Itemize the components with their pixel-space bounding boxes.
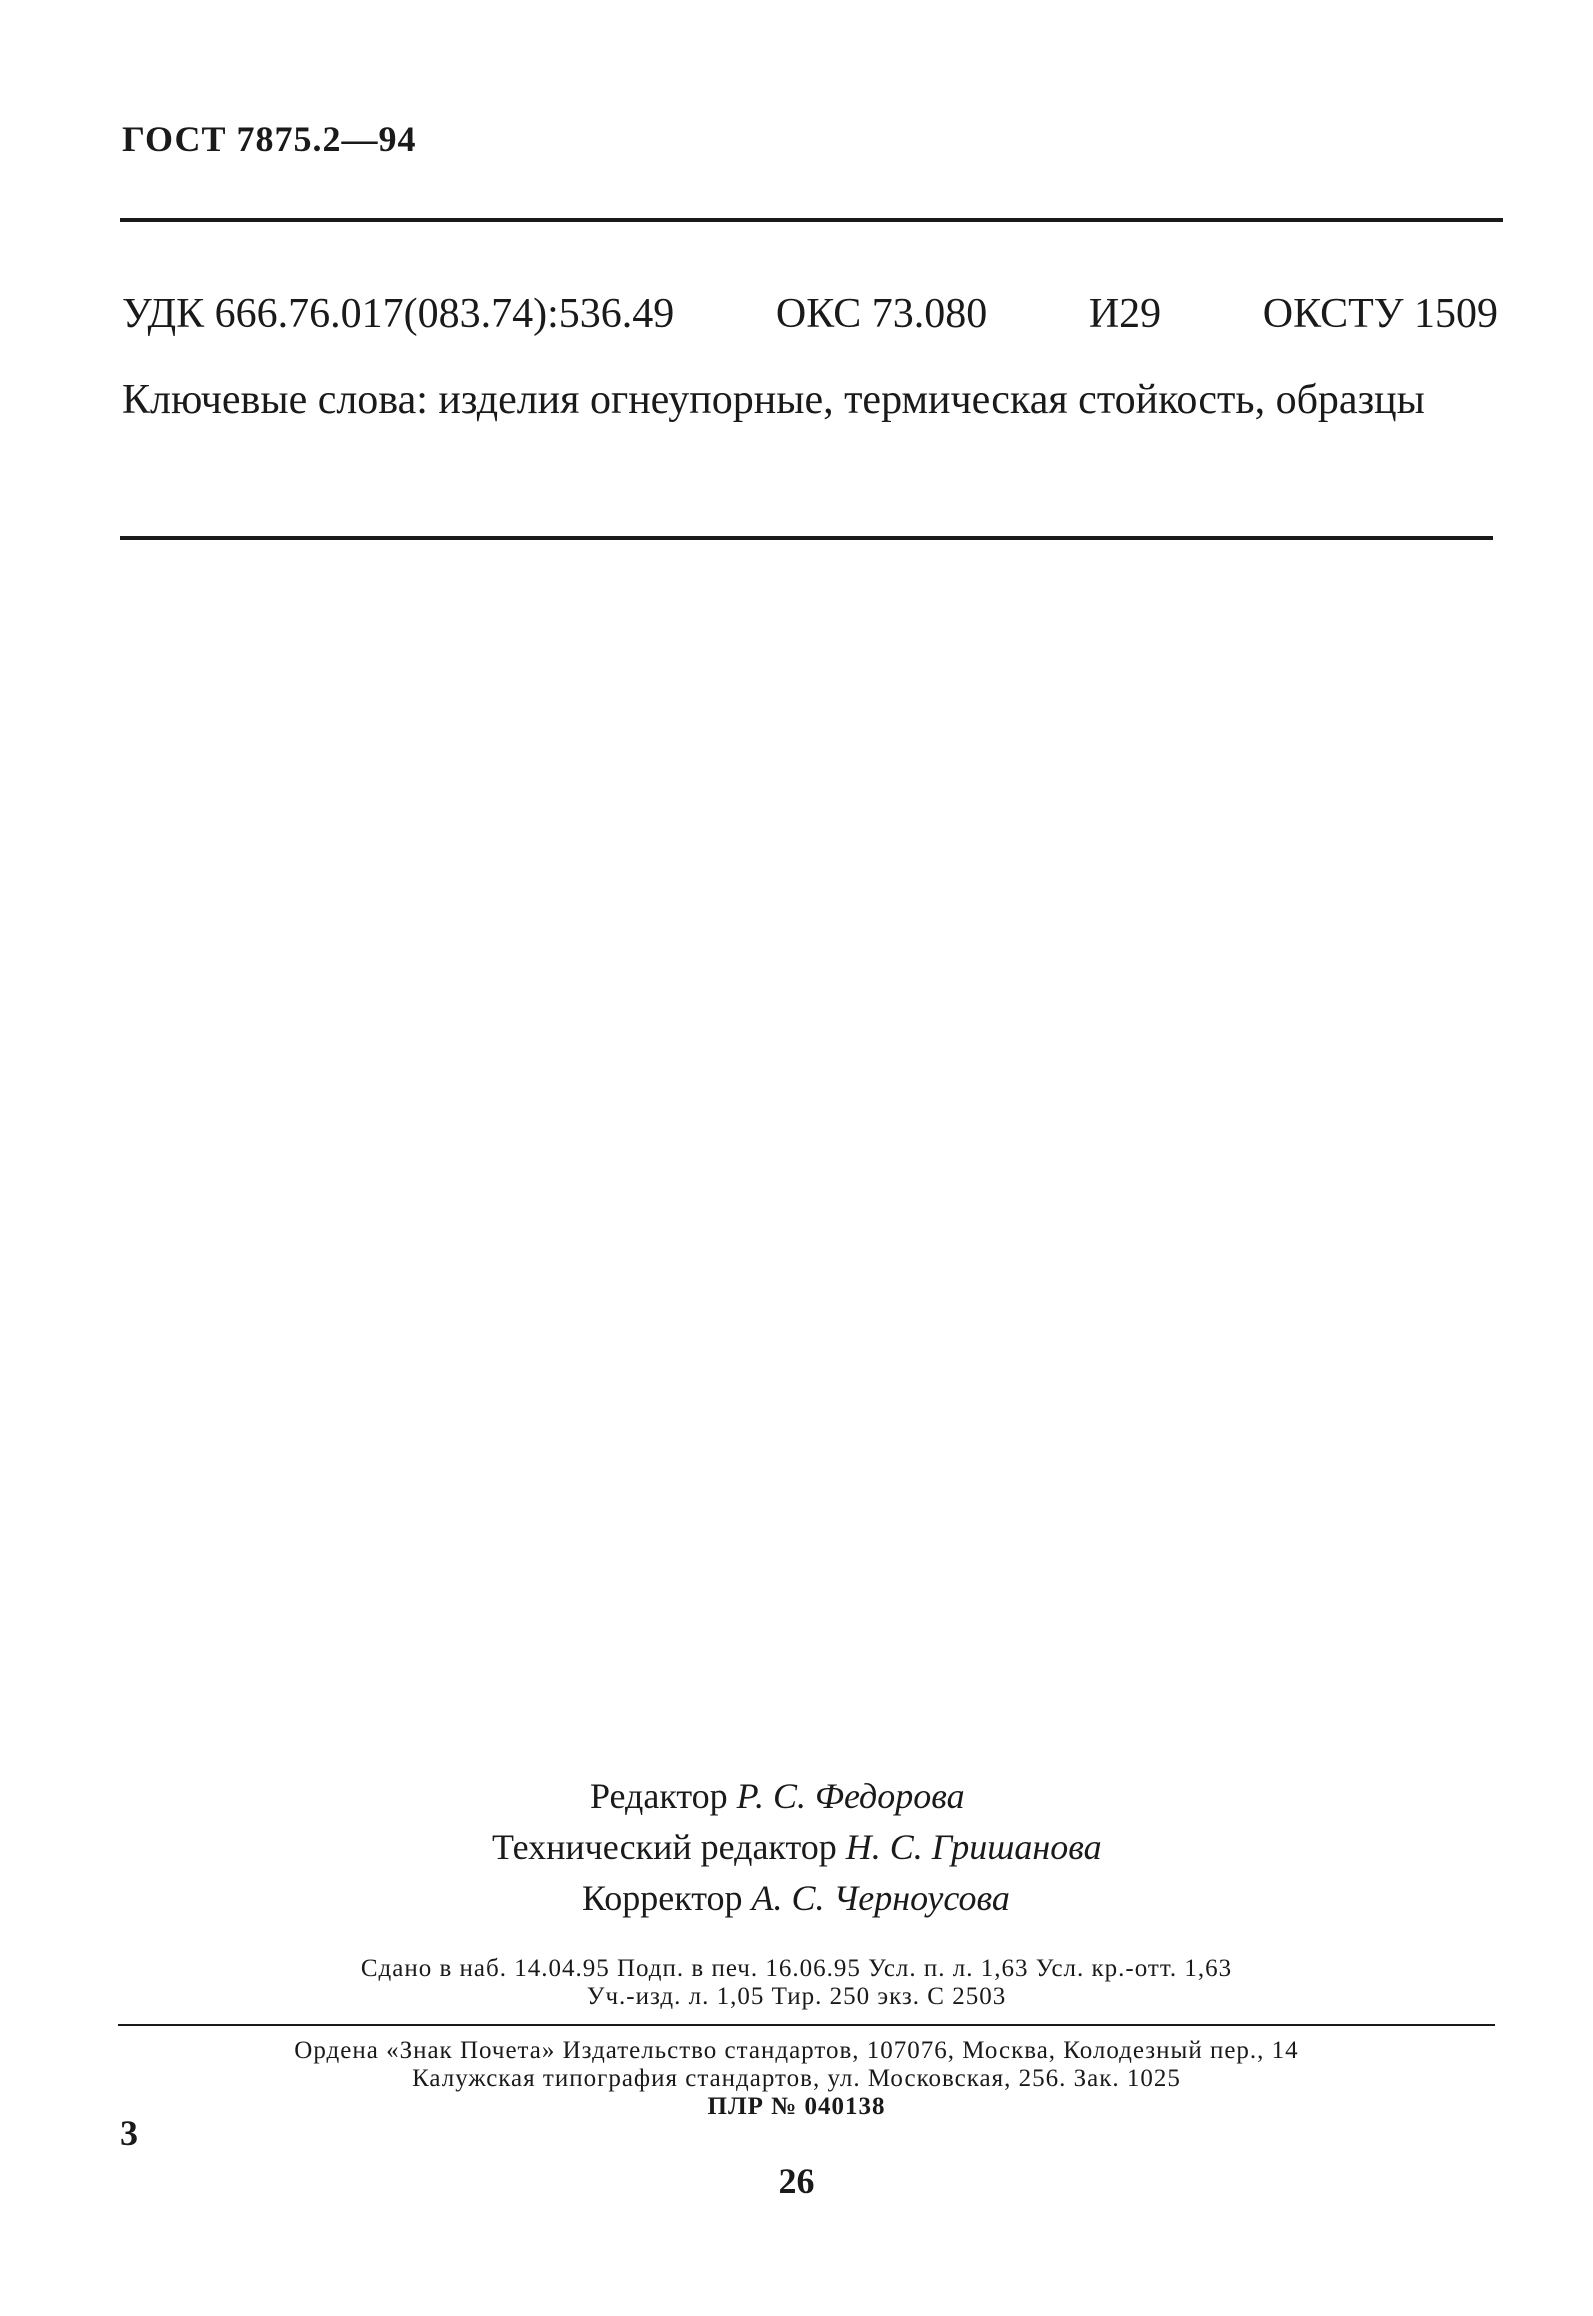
editor-role: Редактор: [590, 1776, 728, 1816]
tech-editor-line: [492, 1826, 1102, 1868]
imprint-divider: [118, 2024, 1495, 2026]
okstu-code: ОКСТУ 1509: [1262, 291, 1498, 337]
tech-editor-role: Технический редактор: [492, 1827, 837, 1867]
corrector-line: [582, 1877, 1010, 1919]
corrector-name: А. С. Черноусова: [751, 1878, 1010, 1918]
imprint-line-3: ПЛР № 040138: [707, 2093, 886, 2120]
middle-divider: [120, 536, 1493, 540]
imprint-line-2: Калужская типография стандартов, ул. Московская, 256. Зак. 1025: [412, 2065, 1181, 2092]
top-divider: [120, 218, 1503, 222]
print-info-line-1: Сдано в наб. 14.04.95 Подп. в печ. 16.06.95 Усл. п. л. 1,63 Усл. кр.-отт. 1,63: [360, 1955, 1233, 1982]
sheet-number: 3: [120, 2113, 138, 2153]
editor-line: [590, 1775, 965, 1817]
corrector-role: Корректор: [582, 1878, 743, 1918]
keywords-paragraph: Ключевые слова: изделия огнеупорные, термическая стойкость, образцы: [122, 377, 1425, 423]
imprint-line-1: Ордена «Знак Почета» Издательство стандартов, 107076, Москва, Колодезный пер., 14: [294, 2037, 1299, 2064]
document-code: ГОСТ 7875.2—94: [122, 119, 417, 159]
udk-code: УДК 666.76.017(083.74):536.49: [122, 291, 675, 337]
print-info-line-2: Уч.-изд. л. 1,05 Тир. 250 экз. С 2503: [586, 1983, 1007, 2010]
page-number: 26: [778, 2161, 815, 2201]
classification-row: [122, 290, 1498, 338]
tech-editor-name: Н. С. Гришанова: [845, 1827, 1102, 1867]
oks-code: ОКС 73.080: [775, 291, 988, 337]
group-code: И29: [1088, 291, 1162, 337]
editor-name: Р. С. Федорова: [736, 1776, 965, 1816]
